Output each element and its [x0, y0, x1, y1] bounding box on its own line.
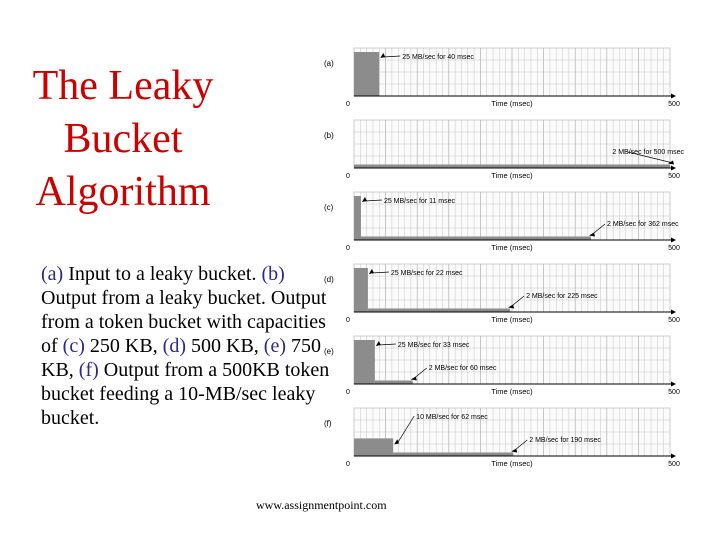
axis-title: Time (msec) [491, 171, 533, 180]
axis-arrow [671, 94, 676, 99]
axis-arrow [671, 454, 676, 459]
slide-title [18, 60, 228, 219]
axis-tick-label: 500 [668, 245, 680, 252]
axis-tick-label: 0 [346, 389, 350, 396]
title-line: Algorithm [35, 169, 211, 215]
rate-bar [368, 308, 510, 312]
axis-tick-label: 500 [668, 317, 680, 324]
rate-annotation: 2 MB/sec for 225 msec [526, 293, 598, 300]
caption-text: Output from a 500KB token bucket feeding a 10-MB/sec leaky bucket. [41, 359, 330, 429]
rate-bar [361, 236, 591, 240]
panel-label: (a) [324, 59, 334, 68]
axis-arrow [671, 382, 676, 387]
rate-bar [354, 438, 393, 456]
rate-bar [354, 340, 375, 384]
axis-title: Time (msec) [491, 315, 533, 324]
axis-tick-label: 0 [346, 101, 350, 108]
rate-bar [354, 196, 361, 240]
axis-tick-label: 500 [668, 101, 680, 108]
rate-annotation: 25 MB/sec for 33 msec [397, 342, 470, 349]
axis-arrow [671, 310, 676, 315]
axis-tick-label: 500 [668, 461, 680, 468]
title-line: The Leaky [32, 63, 214, 109]
axis-tick-label: 0 [346, 173, 350, 180]
axis-arrow [671, 166, 676, 171]
rate-bar [375, 380, 413, 384]
panel-label: (b) [324, 131, 334, 140]
panel-label: (d) [324, 275, 334, 284]
caption-panel-ref: (c) [62, 335, 85, 357]
axis-tick-label: 0 [346, 245, 350, 252]
caption-text: Output from a leaky bucket. Output from a token bucket with capacities of [41, 287, 327, 357]
rate-annotation: 25 MB/sec for 40 msec [402, 54, 474, 61]
caption-panel-ref: (d) [162, 335, 186, 357]
axis-tick-label: 500 [668, 173, 680, 180]
axis-tick-label: 0 [346, 461, 350, 468]
rate-annotation: 2 MB/sec for 60 msec [428, 365, 497, 372]
rate-annotation: 25 MB/sec for 22 msec [390, 270, 463, 277]
rate-bar [354, 164, 670, 168]
footer-url: www.assignmentpoint.com [256, 498, 387, 512]
panel-label: (f) [324, 419, 332, 428]
axis-tick-label: 500 [668, 389, 680, 396]
axis-tick-label: 0 [346, 317, 350, 324]
panel-label: (c) [324, 203, 334, 212]
rate-bar [354, 52, 379, 96]
figure-caption [41, 262, 331, 430]
rate-bar [393, 452, 513, 456]
caption-text: 750 KB, [41, 335, 321, 381]
axis-arrow [671, 238, 676, 243]
rate-bar [354, 268, 368, 312]
rate-annotation: 2 MB/sec for 190 msec [529, 437, 601, 444]
caption-panel-ref: (f) [78, 359, 99, 381]
axis-title: Time (msec) [491, 243, 533, 252]
axis-title: Time (msec) [491, 387, 533, 396]
caption-text: 250 KB, [84, 335, 163, 357]
rate-annotation: 10 MB/sec for 62 msec [416, 414, 488, 421]
caption-panel-ref: (a) [41, 263, 64, 285]
rate-annotation: 2 MB/sec for 500 msec [612, 149, 684, 156]
caption-text: 500 KB, [186, 335, 264, 357]
panel-label: (e) [324, 347, 334, 356]
caption-panel-ref: (e) [263, 335, 286, 357]
rate-annotation: 25 MB/sec for 11 msec [383, 198, 456, 205]
axis-title: Time (msec) [491, 99, 533, 108]
caption-panel-ref: (b) [261, 263, 285, 285]
rate-annotation: 2 MB/sec for 362 msec [607, 221, 679, 228]
leaky-bucket-figure [324, 40, 710, 480]
caption-text: Input to a leaky bucket. [63, 263, 262, 285]
axis-title: Time (msec) [491, 459, 533, 468]
title-line: Bucket [63, 116, 183, 162]
